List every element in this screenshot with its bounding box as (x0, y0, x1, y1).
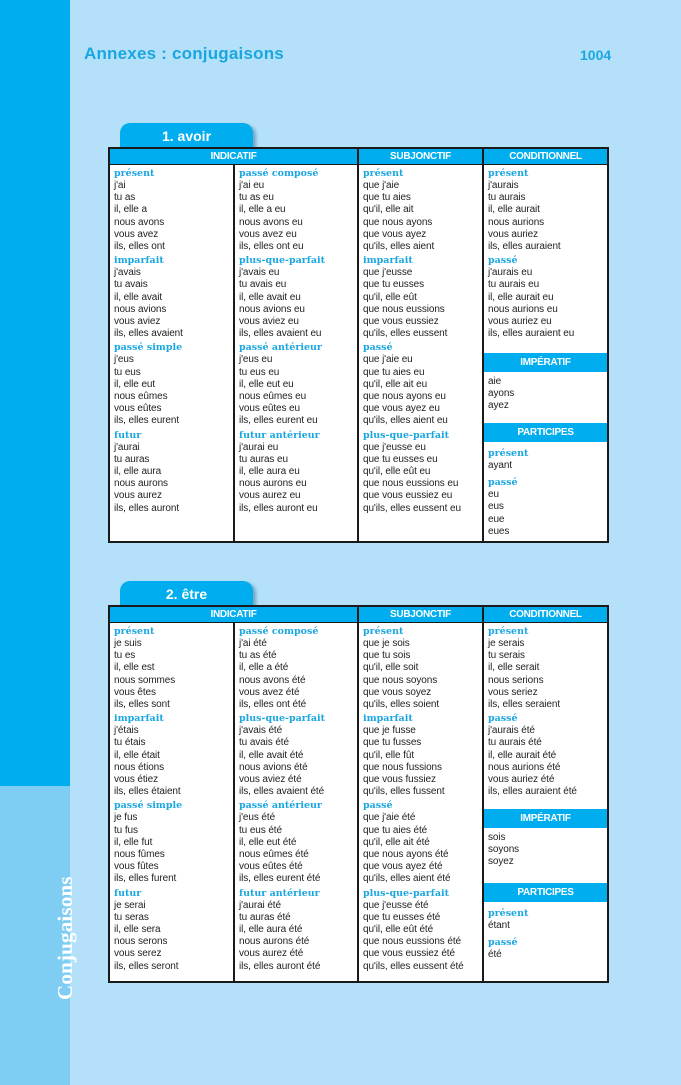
tense-label: passé (488, 255, 518, 267)
conjugated-form: j'ai été (239, 638, 267, 649)
participe-form: eus (488, 501, 504, 513)
conjugated-form: que j'aie été (363, 812, 416, 824)
conjugated-form: tu auras été (239, 911, 291, 923)
header-indicatif: INDICATIF (110, 607, 359, 622)
tense-block (114, 168, 233, 253)
conjugated-form: qu'ils, elles aient (363, 241, 435, 253)
tense-label: futur antérieur (239, 429, 320, 441)
conjugated-form: je suis (114, 638, 142, 649)
conjugated-form: nous fûmes (114, 849, 165, 861)
conjugated-form: que tu eusses été (363, 911, 441, 923)
conjugated-form: vous aviez eu (239, 316, 299, 328)
conjugated-form: ils, elles ont (114, 241, 165, 253)
conjugated-form: vous aurez été (239, 948, 304, 960)
conjugated-form: qu'ils, elles soient (363, 699, 440, 711)
conjugated-form: je fus (114, 812, 138, 824)
conjugated-form: vous aviez (114, 316, 161, 328)
conjugated-form: que nous ayons (363, 216, 433, 228)
tense-block (114, 430, 233, 515)
tense-block (363, 168, 482, 253)
imperatif-form: sois (488, 832, 506, 843)
conjugated-form: tu étais (114, 737, 146, 749)
conjugated-form: qu'ils, elles fussent (363, 786, 445, 798)
conjugated-form: il, elle avait (114, 291, 163, 303)
conjugated-form: ils, elles auraient eu (488, 328, 575, 340)
conjugated-form: j'aurais (488, 180, 519, 191)
conjugated-form: que nous fussions (363, 761, 442, 773)
conjugated-form: vous êtes (114, 686, 156, 698)
participe-passe-block (488, 937, 607, 961)
tense-label: présent (363, 168, 404, 179)
conjugated-form: que j'aie (363, 180, 400, 191)
conjugated-form: vous auriez (488, 228, 539, 240)
conjugated-form: tu avais été (239, 737, 289, 749)
conjugated-form: nous eûmes (114, 391, 168, 403)
conjugated-form: qu'ils, elles eussent eu (363, 502, 461, 514)
conjugated-form: j'aurai eu (239, 441, 279, 453)
indicatif-simple-column (110, 623, 235, 981)
conjugated-form: j'eus été (239, 812, 276, 824)
conjugated-form: tu auras eu (239, 453, 288, 465)
conjugated-form: j'aurais été (488, 725, 535, 737)
tense-block (239, 626, 357, 711)
conjugated-form: tu es (114, 650, 136, 662)
conjugated-form: nous sommes (114, 674, 176, 686)
conjugated-form: que vous fussiez (363, 774, 436, 786)
tense-block (114, 255, 233, 340)
conjugated-form: tu as été (239, 650, 277, 662)
conjugated-form: que nous eussions été (363, 936, 461, 948)
imperatif-form: ayez (488, 400, 509, 412)
tense-block (363, 342, 482, 427)
table-header-row (110, 149, 607, 165)
conjugated-form: tu serais (488, 650, 525, 662)
page-title: Annexes : conjugaisons (84, 44, 284, 63)
tense-label: passé antérieur (239, 800, 322, 812)
conjugated-form: que vous eussiez été (363, 948, 455, 960)
conjugated-form: tu avais eu (239, 279, 287, 291)
tense-label: présent (488, 168, 529, 179)
tense-block (363, 255, 482, 340)
conjugated-form: vous aurez (114, 490, 162, 502)
side-section-label: Conjugaisons (53, 876, 77, 1000)
conjugated-form: ils, elles auront (114, 502, 179, 514)
tense-label: passé simple (114, 800, 183, 812)
conjugated-form: tu eus (114, 366, 141, 378)
tense-label: imparfait (363, 255, 413, 267)
participe-form: eue (488, 513, 505, 525)
conjugated-form: tu avais (114, 279, 148, 291)
conjugated-form: tu aurais (488, 192, 526, 204)
conjugated-form: ils, elles ont eu (239, 241, 304, 253)
conjugated-form: ils, elles auraient (488, 241, 561, 253)
header-indicatif: INDICATIF (110, 149, 359, 164)
conjugated-form: vous aurez eu (239, 490, 301, 502)
tense-label: futur antérieur (239, 887, 320, 899)
conjugated-form: il, elle aura (114, 466, 162, 478)
conjugated-form: ils, elles auront été (239, 960, 321, 972)
conjugated-form: tu aurais été (488, 737, 542, 749)
conjugated-form: j'ai eu (239, 180, 265, 191)
tense-label: futur (114, 429, 142, 441)
conjugated-form: que nous eussions (363, 303, 445, 315)
conjugated-form: il, elle eut (114, 378, 156, 390)
tense-label: présent (114, 626, 155, 637)
conjugated-form: vous avez eu (239, 228, 297, 240)
tense-label: présent (488, 908, 529, 919)
conjugated-form: que je sois (363, 638, 410, 649)
participe-present-block (488, 448, 607, 472)
conjugated-form: je serai (114, 899, 146, 911)
conjugated-form: il, elle aura eu (239, 466, 300, 478)
conjugated-form: vous aviez été (239, 774, 302, 786)
tense-label: présent (488, 448, 529, 459)
header-participes: PARTICIPES (484, 423, 607, 442)
conjugated-form: nous avions (114, 303, 167, 315)
conjugated-form: ils, elles seraient (488, 699, 561, 711)
participe-form: eues (488, 525, 510, 537)
conjugated-form: que vous eussiez eu (363, 490, 453, 502)
tense-block (363, 430, 482, 515)
conjugated-form: vous seriez (488, 686, 538, 698)
header-subjonctif: SUBJONCTIF (359, 607, 484, 622)
conditionnel-column (484, 165, 607, 541)
conjugated-form: il, elle avait eu (239, 291, 301, 303)
conjugated-form: vous serez (114, 948, 162, 960)
conjugated-form: j'avais été (239, 725, 283, 737)
participe-passe-block (488, 477, 607, 538)
conjugated-form: que nous soyons (363, 674, 438, 686)
conjugated-form: que vous soyez (363, 686, 432, 698)
conjugated-form: que tu fusses (363, 737, 422, 749)
conjugated-form: tu auras (114, 453, 150, 465)
tense-label: imparfait (114, 255, 164, 267)
conjugated-form: que vous ayez (363, 228, 427, 240)
conjugated-form: nous aurions été (488, 761, 561, 773)
conjugated-form: ils, elles auront eu (239, 502, 318, 514)
tense-label: passé (363, 800, 393, 812)
conjugated-form: ils, elles étaient (114, 786, 181, 798)
conjugated-form: j'étais (114, 725, 139, 737)
conjugated-form: il, elle eut eu (239, 378, 294, 390)
conjugated-form: ils, elles auraient été (488, 786, 577, 798)
imperatif-list (484, 372, 607, 423)
conjugated-form: il, elle a eu (239, 204, 286, 216)
conjugated-form: vous auriez été (488, 774, 555, 786)
indicatif-compose-column (235, 165, 359, 541)
tense-label: présent (363, 626, 404, 637)
side-strip-top (0, 0, 70, 786)
tense-label: passé simple (114, 342, 183, 354)
conjugated-form: qu'il, elle fût (363, 749, 414, 761)
tense-block (114, 800, 233, 885)
header-imperatif: IMPÉRATIF (484, 809, 607, 828)
conjugated-form: ils, elles ont été (239, 699, 307, 711)
tense-block (114, 713, 233, 798)
conjugated-form: que tu aies eu (363, 366, 425, 378)
conjugated-form: qu'il, elle ait été (363, 836, 430, 848)
conjugated-form: il, elle aurait (488, 204, 540, 216)
conjugated-form: qu'ils, elles aient été (363, 873, 451, 885)
participes-list (484, 902, 607, 961)
conjugated-form: que tu aies été (363, 824, 428, 836)
conjugated-form: ils, elles seront (114, 960, 179, 972)
tense-block (363, 626, 482, 711)
conjugated-form: qu'il, elle eût (363, 291, 417, 303)
tense-block (363, 713, 482, 798)
conjugated-form: ils, elles avaient eu (239, 328, 322, 340)
conjugated-form: tu as (114, 192, 136, 204)
conjugated-form: que tu sois (363, 650, 411, 662)
participe-form: ayant (488, 460, 512, 471)
conjugated-form: il, elle eut été (239, 836, 297, 848)
tense-block (114, 888, 233, 973)
conjugated-form: que j'eusse eu (363, 441, 426, 453)
tense-label: plus-que-parfait (363, 429, 450, 441)
conjugated-form: nous avions été (239, 761, 308, 773)
conjugated-form: qu'il, elle eût été (363, 924, 434, 936)
conjugated-form: ils, elles avaient (114, 328, 183, 340)
conjugated-form: nous avons eu (239, 216, 303, 228)
conjugated-form: il, elle aurait eu (488, 291, 554, 303)
conjugated-form: nous avons été (239, 674, 306, 686)
conjugated-form: vous avez (114, 228, 159, 240)
participe-present-block (488, 908, 607, 932)
tense-label: plus-que-parfait (239, 255, 326, 267)
imperatif-form: ayons (488, 388, 515, 400)
conjugated-form: que j'eusse été (363, 899, 429, 911)
tense-label: passé (363, 342, 393, 354)
conjugated-form: vous eûtes eu (239, 403, 300, 415)
conjugated-form: que nous eussions eu (363, 478, 459, 490)
conjugated-form: tu fus (114, 824, 138, 836)
verb-tab-avoir: 1. avoir (120, 123, 253, 149)
conjugated-form: ils, elles eurent (114, 415, 179, 427)
conjugated-form: j'avais (114, 267, 141, 279)
conjugated-form: nous aurons (114, 478, 168, 490)
conjugated-form: il, elle était (114, 749, 160, 761)
conjugated-form: il, elle avait été (239, 749, 304, 761)
imperatif-form: aie (488, 376, 502, 387)
indicatif-compose-column (235, 623, 359, 981)
conjugated-form: j'ai (114, 180, 126, 191)
conjugated-form: tu eus été (239, 824, 282, 836)
header-participes: PARTICIPES (484, 883, 607, 902)
conjugated-form: que tu aies (363, 192, 411, 204)
tense-block (363, 800, 482, 885)
tense-block (488, 168, 607, 253)
conjugated-form: que vous ayez eu (363, 403, 440, 415)
tense-label: imparfait (114, 713, 164, 725)
tense-block (239, 713, 357, 798)
conjugated-form: il, elle aurait été (488, 749, 557, 761)
conjugated-form: il, elle serait (488, 662, 540, 674)
conjugated-form: que tu eusses (363, 279, 424, 291)
conjugated-form: nous serons (114, 936, 168, 948)
conjugated-form: que nous ayons eu (363, 391, 446, 403)
verb-tab-etre: 2. être (120, 581, 253, 607)
participes-list (484, 442, 607, 538)
conjugated-form: ils, elles avaient été (239, 786, 325, 798)
conjugated-form: nous serions (488, 674, 544, 686)
conjugated-form: vous étiez (114, 774, 159, 786)
conjugated-form: tu aurais eu (488, 279, 540, 291)
conjugated-form: que je fusse (363, 725, 416, 737)
tense-block (239, 255, 357, 340)
conjugated-form: tu eus eu (239, 366, 280, 378)
tense-label: passé antérieur (239, 342, 322, 354)
tense-block (239, 800, 357, 885)
conjugated-form: nous eûmes été (239, 849, 309, 861)
tense-label: présent (488, 626, 529, 637)
tense-block (363, 888, 482, 973)
conjugated-form: il, elle est (114, 662, 155, 674)
conjugated-form: ils, elles eurent été (239, 873, 321, 885)
conjugated-form: vous avez été (239, 686, 300, 698)
participe-form: été (488, 949, 502, 961)
header-conditionnel: CONDITIONNEL (509, 609, 582, 620)
conjugated-form: qu'il, elle soit (363, 662, 419, 674)
tense-label: passé composé (239, 168, 319, 179)
imperatif-form: soyons (488, 844, 520, 856)
conjugated-form: vous fûtes (114, 861, 159, 873)
conjugated-form: il, elle sera (114, 924, 161, 936)
conjugated-form: nous aurions eu (488, 303, 558, 315)
conjugated-form: nous aurions (488, 216, 545, 228)
page-number: 1004 (580, 47, 612, 63)
subjonctif-column (359, 623, 484, 981)
conjugated-form: que vous ayez été (363, 861, 443, 873)
tense-label: passé (488, 713, 518, 725)
conjugated-form: que j'aie eu (363, 354, 413, 366)
conjugated-form: vous eûtes (114, 403, 162, 415)
indicatif-simple-column (110, 165, 235, 541)
tense-label: imparfait (363, 713, 413, 725)
conjugated-form: nous étions (114, 761, 165, 773)
table-header-row (110, 607, 607, 623)
tense-label: passé (488, 477, 518, 489)
conjugated-form: que tu eusses eu (363, 453, 438, 465)
conjugated-form: j'avais eu (239, 267, 280, 279)
tense-block (239, 888, 357, 973)
conjugated-form: que j'eusse (363, 267, 413, 279)
conjugated-form: tu as eu (239, 192, 274, 204)
conjugation-table-etre (108, 605, 609, 983)
conjugated-form: nous avions eu (239, 303, 305, 315)
header-imperatif: IMPÉRATIF (484, 353, 607, 372)
tense-label: passé (488, 937, 518, 949)
tense-block (488, 255, 607, 340)
conjugated-form: nous avons (114, 216, 165, 228)
conjugated-form: que vous eussiez (363, 316, 439, 328)
tense-block (114, 342, 233, 427)
tense-label: présent (114, 168, 155, 179)
conjugated-form: nous eûmes eu (239, 391, 307, 403)
header-conditionnel: CONDITIONNEL (509, 151, 582, 162)
conjugated-form: j'aurais eu (488, 267, 533, 279)
conjugated-form: qu'il, elle ait eu (363, 378, 428, 390)
conjugated-form: j'eus (114, 354, 134, 366)
tense-label: plus-que-parfait (239, 713, 326, 725)
tense-block (239, 342, 357, 427)
conditionnel-column (484, 623, 607, 981)
header-subjonctif: SUBJONCTIF (359, 149, 484, 164)
conjugated-form: il, elle fut (114, 836, 153, 848)
conjugated-form: j'aurai été (239, 899, 281, 911)
conjugated-form: que nous ayons été (363, 849, 449, 861)
conjugated-form: ils, elles sont (114, 699, 170, 711)
conjugated-form: il, elle aura été (239, 924, 303, 936)
imperatif-list (484, 828, 607, 883)
participe-form: eu (488, 489, 499, 501)
tense-block (239, 168, 357, 253)
conjugated-form: qu'ils, elles aient eu (363, 415, 448, 427)
tense-block (114, 626, 233, 711)
tense-block (488, 626, 607, 711)
imperatif-form: soyez (488, 856, 514, 868)
conjugated-form: tu seras (114, 911, 149, 923)
conjugated-form: vous auriez eu (488, 316, 552, 328)
conjugated-form: qu'ils, elles eussent (363, 328, 448, 340)
conjugated-form: il, elle a été (239, 662, 289, 674)
conjugated-form: qu'ils, elles eussent été (363, 960, 464, 972)
conjugated-form: ils, elles eurent eu (239, 415, 318, 427)
conjugated-form: nous aurons eu (239, 478, 307, 490)
conjugated-form: je serais (488, 638, 525, 649)
conditionnel-list (484, 623, 607, 809)
conjugated-form: qu'il, elle ait (363, 204, 414, 216)
tense-label: plus-que-parfait (363, 887, 450, 899)
tense-block (488, 713, 607, 798)
tense-label: futur (114, 887, 142, 899)
conjugated-form: qu'il, elle eût eu (363, 466, 431, 478)
tense-block (239, 430, 357, 515)
conjugated-form: j'eus eu (239, 354, 273, 366)
conjugated-form: vous eûtes été (239, 861, 303, 873)
conjugated-form: nous aurons été (239, 936, 310, 948)
conjugation-table-avoir (108, 147, 609, 543)
conjugated-form: il, elle a (114, 204, 147, 216)
subjonctif-column (359, 165, 484, 541)
tense-label: passé composé (239, 626, 319, 637)
conditionnel-list (484, 165, 607, 353)
participe-form: étant (488, 920, 510, 931)
conjugated-form: ils, elles furent (114, 873, 177, 885)
conjugated-form: j'aurai (114, 441, 140, 453)
